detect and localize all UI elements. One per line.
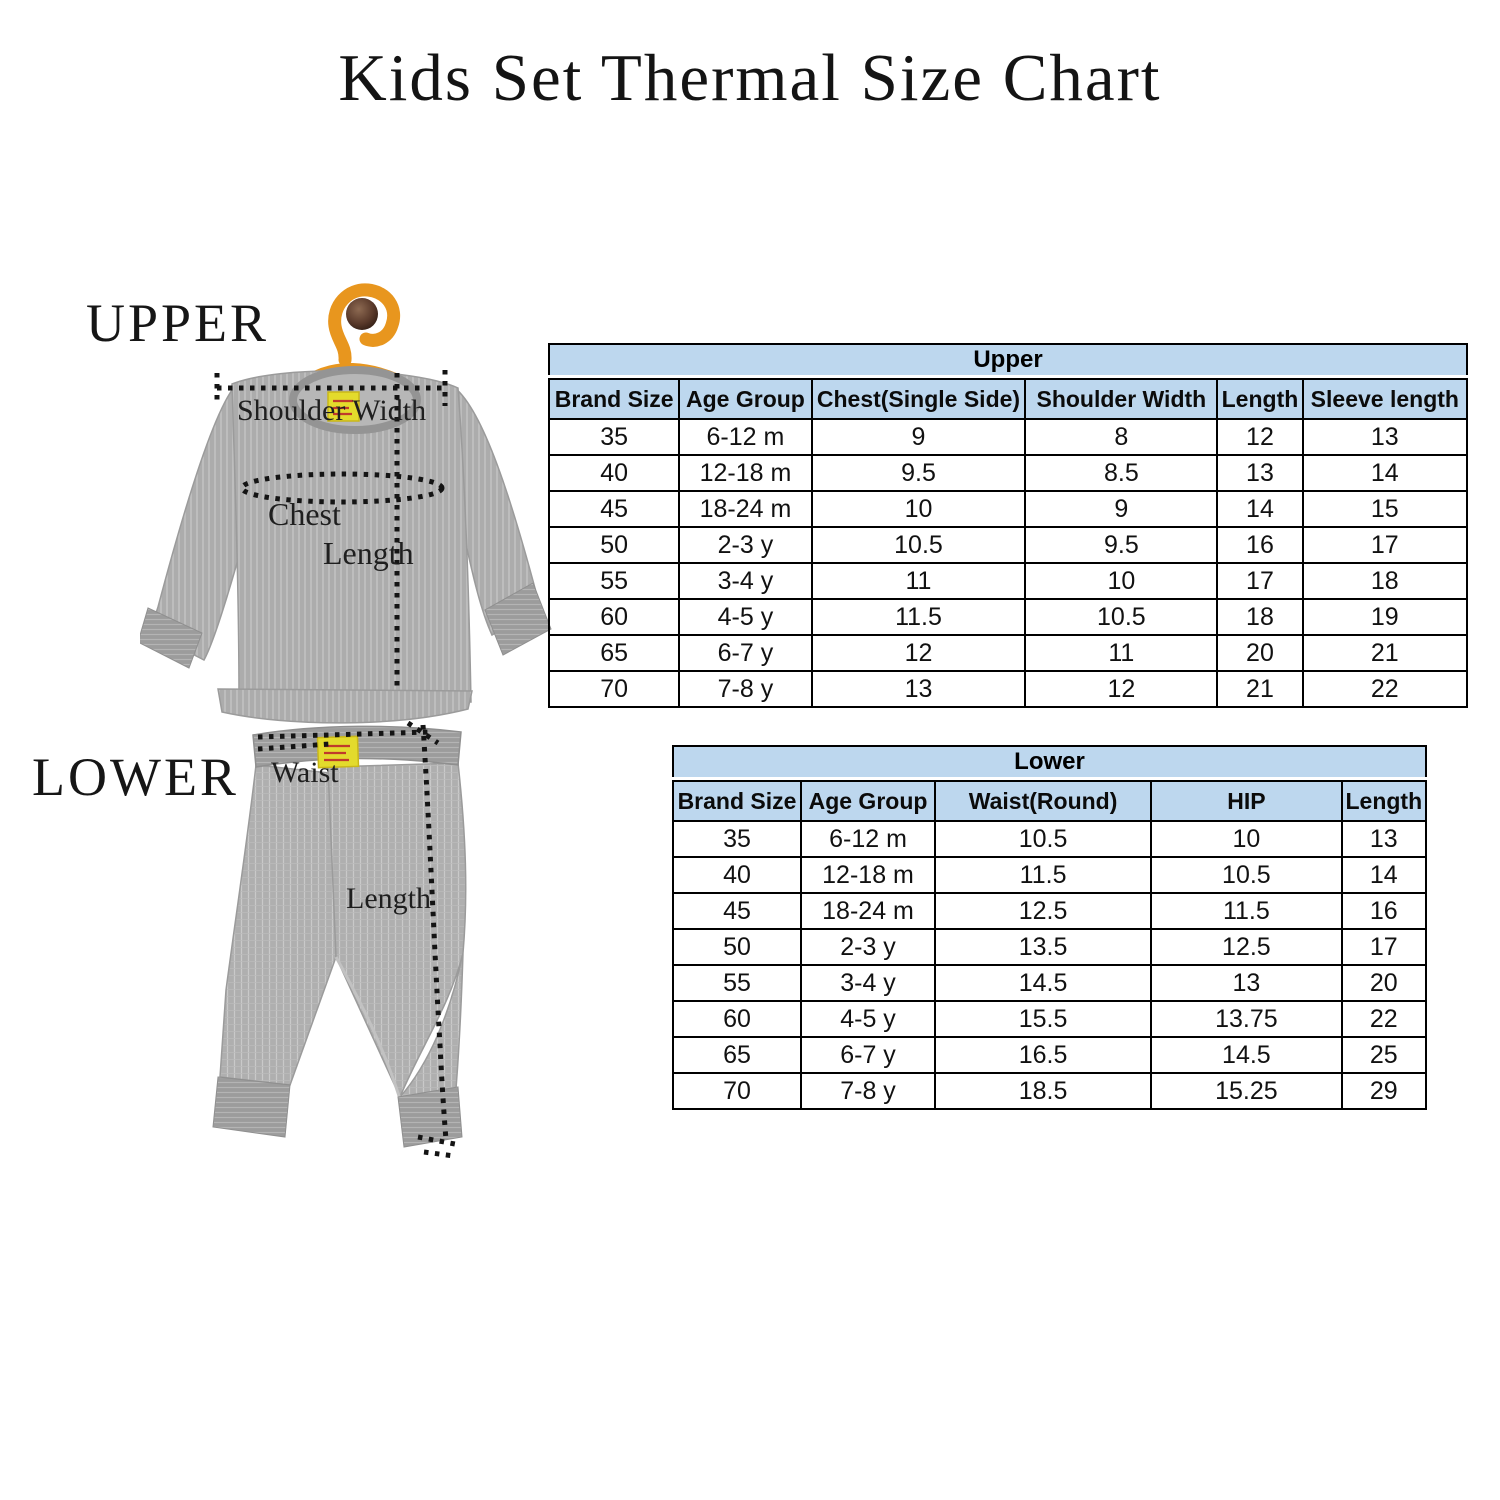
upper-table-title: Upper [548,343,1468,375]
column-header: Waist(Round) [935,781,1151,821]
column-header: Shoulder Width [1025,379,1217,419]
table-cell: 12-18 m [801,857,935,893]
table-cell: 9.5 [812,455,1026,491]
table-cell: 17 [1342,929,1426,965]
table-cell: 15 [1303,491,1467,527]
table-cell: 65 [673,1037,801,1073]
table-cell: 11 [812,563,1026,599]
table-cell: 12.5 [935,893,1151,929]
table-cell: 21 [1303,635,1467,671]
table-cell: 13.5 [935,929,1151,965]
table-cell: 15.5 [935,1001,1151,1037]
lower-table [672,780,1427,1110]
waist-label: Waist [271,756,339,789]
shirt-hem-sliver [218,689,472,723]
table-cell: 9.5 [1025,527,1217,563]
table-cell: 35 [673,821,801,857]
column-header: Chest(Single Side) [812,379,1026,419]
table-cell: 9 [1025,491,1217,527]
table-row [549,635,1467,671]
column-header: Brand Size [673,781,801,821]
table-cell: 4-5 y [679,599,811,635]
right-leg [328,763,466,1097]
lower-table-body [673,821,1426,1109]
table-cell: 10.5 [1025,599,1217,635]
table-cell: 2-3 y [801,929,935,965]
table-cell: 16 [1217,527,1302,563]
table-cell: 6-12 m [679,419,811,455]
table-cell: 12 [1217,419,1302,455]
table-cell: 40 [673,857,801,893]
table-cell: 10.5 [935,821,1151,857]
table-cell: 55 [673,965,801,1001]
column-header: Brand Size [549,379,679,419]
table-cell: 13 [812,671,1026,707]
table-cell: 20 [1342,965,1426,1001]
table-cell: 10.5 [1151,857,1342,893]
table-cell: 18-24 m [801,893,935,929]
table-cell: 70 [549,671,679,707]
upper-table-body [549,419,1467,707]
upper-table [548,378,1468,708]
table-cell: 18-24 m [679,491,811,527]
page-title: Kids Set Thermal Size Chart [338,41,1162,115]
pant-length-label: Length [346,882,431,915]
table-row [673,1001,1426,1037]
table-cell: 13 [1217,455,1302,491]
table-cell: 70 [673,1073,801,1109]
table-cell: 12.5 [1151,929,1342,965]
table-row [673,1037,1426,1073]
table-cell: 35 [549,419,679,455]
table-cell: 11.5 [812,599,1026,635]
lower-table-title: Lower [672,745,1427,777]
table-cell: 21 [1217,671,1302,707]
table-cell: 60 [549,599,679,635]
thermal-pants [213,726,466,1147]
table-cell: 3-4 y [679,563,811,599]
lower-table-header-row [673,781,1426,821]
table-cell: 22 [1303,671,1467,707]
table-row [549,455,1467,491]
table-row [549,527,1467,563]
table-cell: 7-8 y [679,671,811,707]
table-cell: 16 [1342,893,1426,929]
column-header: HIP [1151,781,1342,821]
table-cell: 14 [1342,857,1426,893]
lower-section-label: LOWER [32,747,239,807]
table-row [673,893,1426,929]
table-cell: 16.5 [935,1037,1151,1073]
table-cell: 65 [549,635,679,671]
table-cell: 6-7 y [801,1037,935,1073]
table-cell: 7-8 y [801,1073,935,1109]
table-cell: 13 [1342,821,1426,857]
thermal-pants-illustration [168,685,503,1170]
table-cell: 29 [1342,1073,1426,1109]
table-cell: 45 [673,893,801,929]
table-cell: 14 [1303,455,1467,491]
left-leg-cuff [213,1077,290,1137]
table-cell: 3-4 y [801,965,935,1001]
column-header: Sleeve length [1303,379,1467,419]
hanger-knob [346,298,378,330]
table-cell: 6-12 m [801,821,935,857]
table-cell: 10 [1151,821,1342,857]
table-cell: 13 [1151,965,1342,1001]
table-cell: 40 [549,455,679,491]
column-header: Age Group [801,781,935,821]
table-cell: 17 [1217,563,1302,599]
table-cell: 25 [1342,1037,1426,1073]
upper-section-label: UPPER [86,293,270,353]
table-row [549,563,1467,599]
table-cell: 14 [1217,491,1302,527]
table-cell: 14.5 [1151,1037,1342,1073]
table-cell: 22 [1342,1001,1426,1037]
table-row [673,821,1426,857]
table-row [673,929,1426,965]
table-cell: 8.5 [1025,455,1217,491]
table-row [673,857,1426,893]
table-cell: 9 [812,419,1026,455]
table-cell: 50 [673,929,801,965]
table-cell: 14.5 [935,965,1151,1001]
table-cell: 13 [1303,419,1467,455]
table-cell: 50 [549,527,679,563]
table-cell: 8 [1025,419,1217,455]
column-header: Length [1217,379,1302,419]
table-cell: 10 [1025,563,1217,599]
table-cell: 4-5 y [801,1001,935,1037]
top-length-label: Length [323,535,414,571]
column-header: Age Group [679,379,811,419]
table-cell: 18 [1217,599,1302,635]
table-cell: 17 [1303,527,1467,563]
table-cell: 11 [1025,635,1217,671]
shoulder-width-label: Shoulder Width [237,394,427,427]
table-cell: 18 [1303,563,1467,599]
table-cell: 18.5 [935,1073,1151,1109]
table-cell: 12 [812,635,1026,671]
table-cell: 55 [549,563,679,599]
pant-length-bottom-tick-2 [424,1152,454,1156]
column-header: Length [1342,781,1426,821]
table-cell: 13.75 [1151,1001,1342,1037]
table-row [549,491,1467,527]
table-row [673,1073,1426,1109]
table-cell: 60 [673,1001,801,1037]
table-cell: 10 [812,491,1026,527]
table-cell: 2-3 y [679,527,811,563]
table-cell: 45 [549,491,679,527]
table-row [549,599,1467,635]
table-cell: 11.5 [935,857,1151,893]
table-cell: 10.5 [812,527,1026,563]
table-row [673,965,1426,1001]
table-row [549,671,1467,707]
table-cell: 6-7 y [679,635,811,671]
table-row [549,419,1467,455]
table-cell: 12-18 m [679,455,811,491]
left-leg [220,765,348,1085]
lower-size-table [672,745,1427,1110]
table-cell: 12 [1025,671,1217,707]
chest-label: Chest [268,496,341,532]
thermal-top-illustration [140,262,560,737]
table-cell: 15.25 [1151,1073,1342,1109]
table-cell: 19 [1303,599,1467,635]
upper-size-table [548,343,1468,708]
table-cell: 11.5 [1151,893,1342,929]
upper-table-header-row [549,379,1467,419]
table-cell: 20 [1217,635,1302,671]
